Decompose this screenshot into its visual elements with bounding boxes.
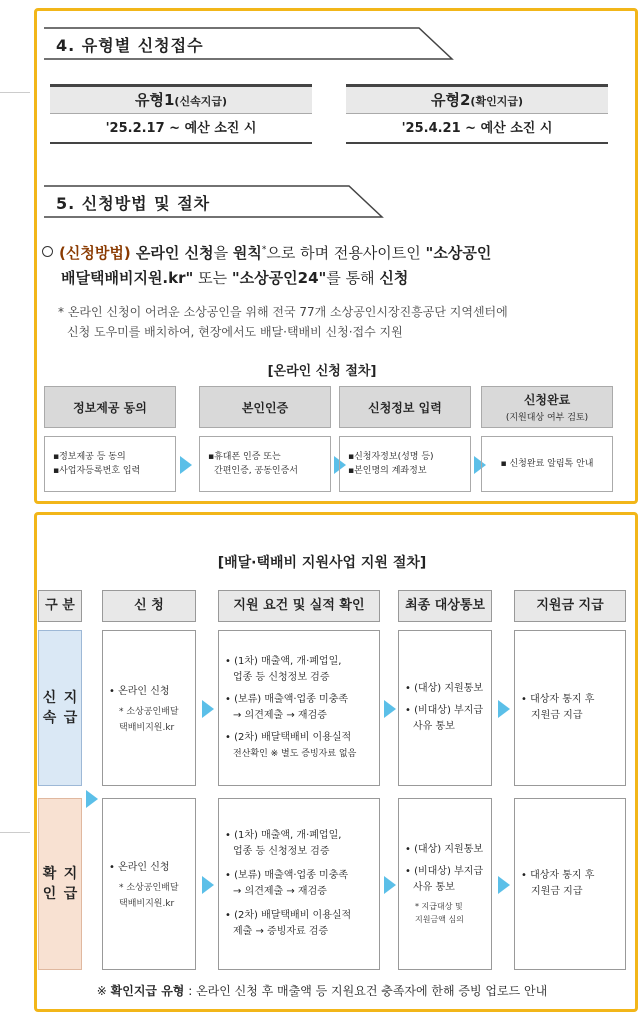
cell-line: 지원금액 심의	[415, 915, 464, 924]
cell-line: • 대상자 통지 후	[521, 870, 595, 881]
cell-fast-apply	[102, 630, 196, 786]
cell-line: • (1차) 매출액, 개·폐업일,	[225, 656, 342, 667]
page-edge-line	[0, 92, 30, 93]
cell-fast-pay	[514, 630, 626, 786]
footer-text: : 온라인 신청 후 매출액 등 지원요건 충족자에 한해 증빙 업로드 안내	[184, 984, 548, 998]
section-5-title: 5. 신청방법 및 절차	[56, 194, 211, 213]
method-text: 원칙	[232, 244, 262, 262]
step-line: ▪본인명의 계좌정보	[348, 466, 427, 476]
step-head	[339, 386, 471, 428]
cell-fast-notify	[398, 630, 492, 786]
cell-line: 업종 등 신청정보 검증	[233, 846, 330, 857]
cell-line: • (보류) 매출액·업종 미충족	[225, 694, 349, 705]
site-name: "소상공인24"	[231, 269, 327, 287]
footer-emphasis: 확인지급 유형	[110, 984, 185, 998]
type1-name: 유형1	[135, 91, 175, 109]
method-text: 를 통해	[326, 269, 380, 287]
header-verify: 지원 요건 및 실적 확인	[218, 590, 380, 622]
step-line: ▪휴대폰 인증 또는	[208, 452, 281, 462]
note-line: * 온라인 신청이 어려운 소상공인을 위해 전국 77개 소상공인시장진흥공단 지역센터에	[58, 305, 508, 319]
type1-header	[50, 84, 312, 114]
step-body	[339, 436, 471, 492]
cell-line: • (비대상) 부지급	[405, 705, 484, 716]
type2-column	[346, 84, 608, 144]
type2-header	[346, 84, 608, 114]
arrow-right-icon	[180, 456, 192, 474]
header-category: 구 분	[38, 590, 82, 622]
step-line: ▪정보제공 등 동의	[53, 452, 126, 462]
method-text: 으로 하며 전용사이트인	[266, 244, 426, 262]
row-label-check	[38, 798, 82, 970]
cell-line: 지원금 지급	[531, 886, 583, 897]
cell-line: * 소상공인배달	[119, 707, 179, 717]
step-body	[199, 436, 331, 492]
cell-line: • 온라인 신청	[109, 686, 170, 697]
cell-line: 업종 등 신청정보 검증	[233, 672, 330, 683]
step-head-label: 정보제공 동의	[73, 400, 147, 415]
type1-period: '25.2.17 ~ 예산 소진 시	[50, 114, 312, 144]
note-line: 신청 도우미를 배치하여, 현장에서도 배달·택배비 신청·접수 지원	[67, 325, 403, 339]
arrow-right-icon	[384, 700, 396, 718]
step-head-label: 신청정보 입력	[368, 400, 442, 415]
cell-line: • (대상) 지원통보	[405, 683, 484, 694]
step-head-label: 신청완료	[523, 393, 571, 407]
cell-line: 제출 → 증빙자료 검증	[233, 926, 329, 937]
cell-line: → 의견제출 → 재검증	[233, 710, 327, 721]
arrow-right-icon	[498, 876, 510, 894]
step-body	[44, 436, 176, 492]
method-paragraph	[42, 238, 627, 291]
cell-line: • (2차) 배달택배비 이용실적	[225, 732, 352, 743]
header-pay: 지원금 지급	[514, 590, 626, 622]
step-head-sub: (지원대상 여부 검토)	[505, 413, 589, 423]
step-line: ▪사업자등록번호 입력	[53, 466, 141, 476]
cell-line: 사유 통보	[413, 882, 455, 893]
cell-line: 지원금 지급	[531, 710, 583, 721]
step-line: ▪ 신청완료 알림톡 안내	[500, 459, 594, 469]
step-body	[481, 436, 613, 492]
row-label-line: 신 속	[42, 690, 57, 726]
step-head-label: 본인인증	[241, 400, 289, 415]
type2-sub: (확인지급)	[470, 95, 523, 108]
cell-line: 사유 통보	[413, 721, 455, 732]
header-apply: 신 청	[102, 590, 196, 622]
cell-line: * 소상공인배달	[119, 883, 179, 893]
type1-column	[50, 84, 312, 144]
type2-period: '25.4.21 ~ 예산 소진 시	[346, 114, 608, 144]
circle-bullet-icon	[42, 246, 53, 257]
cell-line: 전산확인 ※ 별도 증빙자료 없음	[233, 749, 357, 759]
section-4-title: 4. 유형별 신청접수	[56, 36, 204, 55]
step-complete	[481, 386, 613, 492]
arrow-right-icon	[86, 790, 98, 808]
cell-line: 택배비지원.kr	[119, 723, 175, 733]
row-label-fast	[38, 630, 82, 786]
site-name: 배달택배비지원.kr"	[61, 269, 194, 287]
arrow-right-icon	[202, 700, 214, 718]
footer-mark: ※	[96, 984, 111, 998]
method-label: (신청방법)	[59, 244, 131, 262]
cell-line: • 대상자 통지 후	[521, 694, 595, 705]
cell-check-notify	[398, 798, 492, 970]
method-note	[58, 302, 628, 342]
step-info-input	[339, 386, 471, 492]
arrow-right-icon	[498, 700, 510, 718]
header-notify: 최종 대상통보	[398, 590, 492, 622]
cell-line: 택배비지원.kr	[119, 899, 175, 909]
method-text: 신청	[379, 269, 409, 287]
type1-sub: (신속지급)	[174, 95, 227, 108]
page-edge-line	[0, 832, 30, 833]
step-head	[481, 386, 613, 428]
cell-check-verify	[218, 798, 380, 970]
cell-line: • (대상) 지원통보	[405, 844, 484, 855]
online-proc-title: [온라인 신청 절차]	[267, 364, 377, 379]
cell-line: → 의견제출 → 재검증	[233, 886, 327, 897]
cell-line: • (비대상) 부지급	[405, 866, 484, 877]
cell-check-apply	[102, 798, 196, 970]
cell-line: • (1차) 매출액, 개·폐업일,	[225, 830, 342, 841]
cell-fast-verify	[218, 630, 380, 786]
row-label-line: 지 급	[63, 866, 78, 902]
cell-line: * 지급대상 및	[415, 902, 463, 911]
step-line: ▪신청자정보(성명 등)	[348, 452, 434, 462]
section-5-heading	[44, 184, 384, 218]
cell-check-pay	[514, 798, 626, 970]
method-text: 온라인 신청	[130, 244, 214, 262]
cell-line: • 온라인 신청	[109, 862, 170, 873]
cell-line: • (보류) 매출액·업종 미충족	[225, 870, 349, 881]
step-head	[44, 386, 176, 428]
row-label-line: 확 인	[42, 866, 57, 902]
row-label-line: 지 급	[63, 690, 78, 726]
cell-line: • (2차) 배달택배비 이용실적	[225, 910, 352, 921]
arrow-right-icon	[202, 876, 214, 894]
site-name: "소상공인	[425, 244, 492, 262]
section-4-heading	[44, 26, 454, 60]
step-auth	[199, 386, 331, 492]
step-line: 간편인증, 공동인증서	[214, 466, 298, 476]
method-text: 또는	[193, 269, 232, 287]
arrow-right-icon	[384, 876, 396, 894]
footnote-mark: *	[261, 245, 267, 255]
method-text: 을	[213, 244, 233, 262]
support-proc-title: [배달·택배비 지원사업 지원 절차]	[217, 555, 427, 571]
footer-note	[0, 982, 644, 999]
type2-name: 유형2	[431, 91, 471, 109]
step-consent	[44, 386, 176, 492]
step-head	[199, 386, 331, 428]
